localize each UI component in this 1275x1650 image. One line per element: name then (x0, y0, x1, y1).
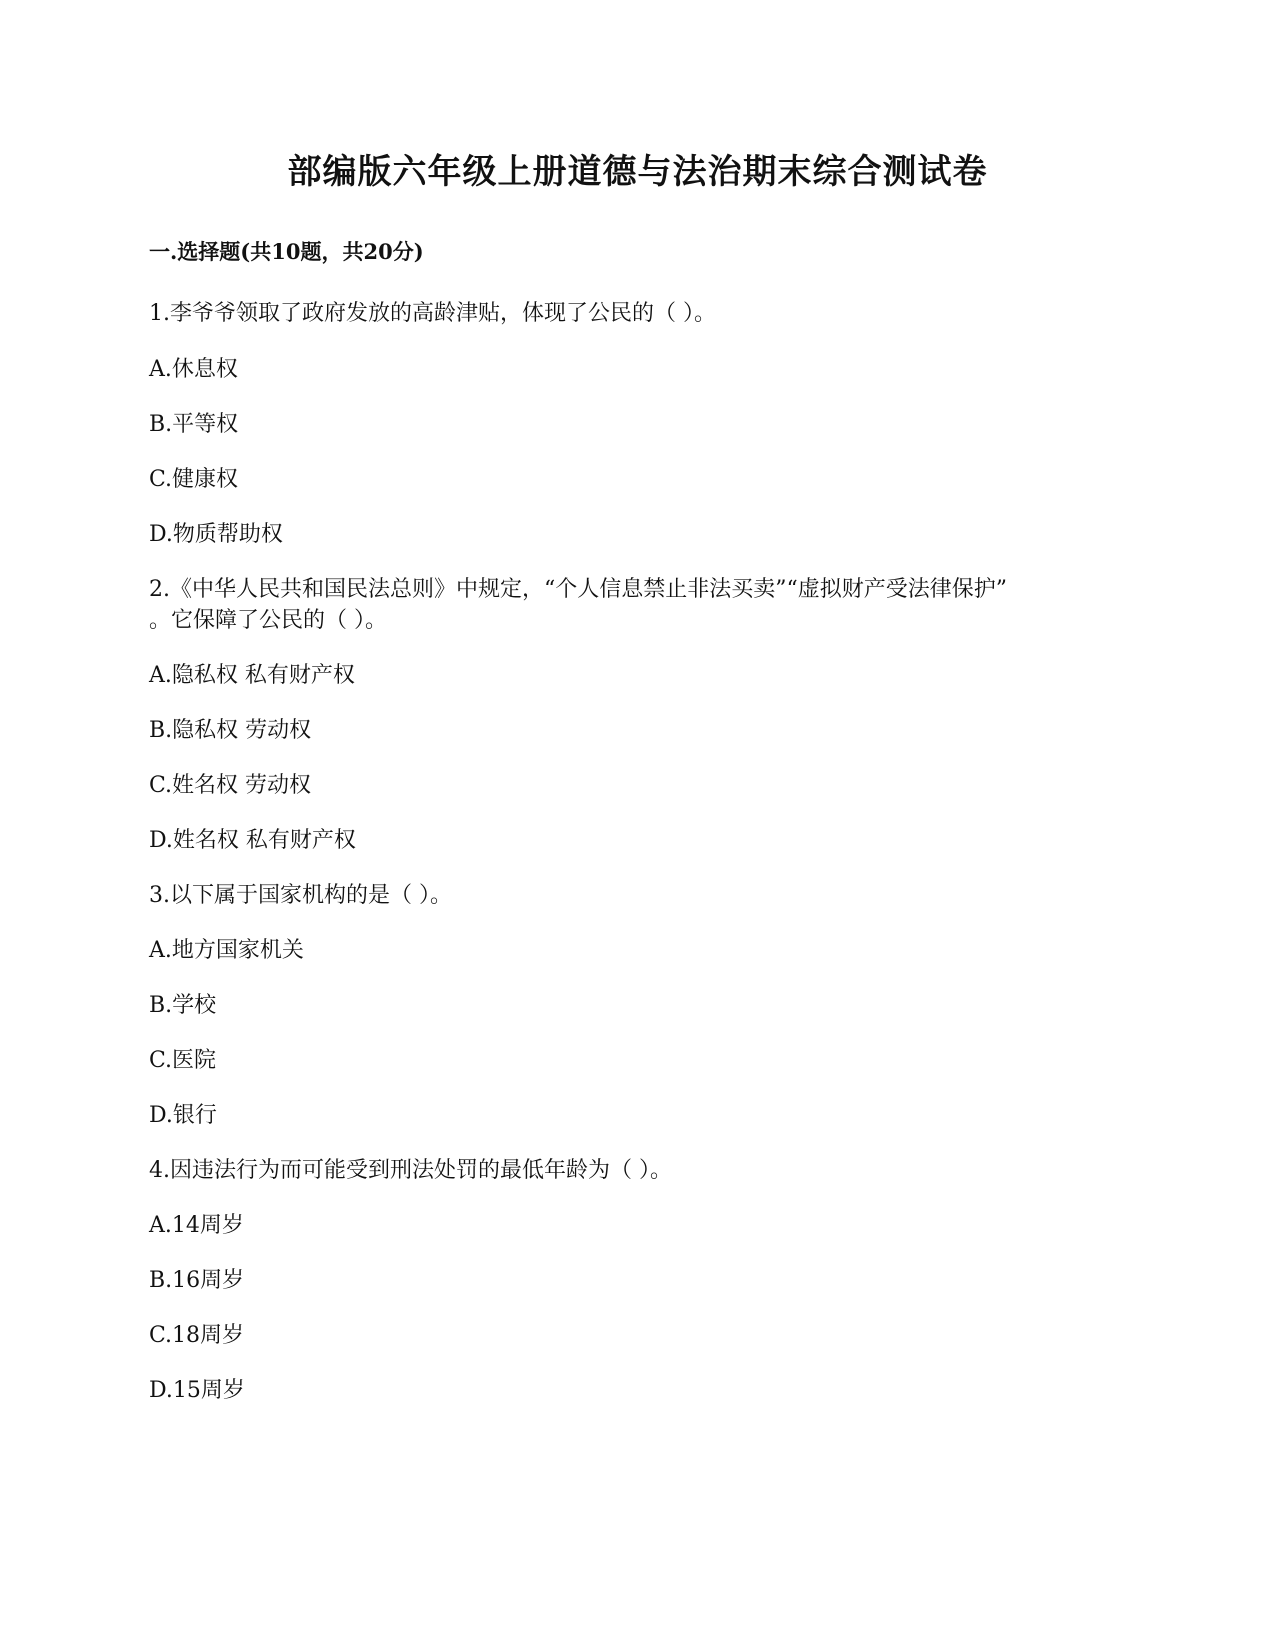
question-2-option-c: C.姓名权 劳动权 (149, 773, 312, 798)
question-2-stem-continuation: 。它保障了公民的（ ）。 (149, 608, 387, 633)
question-1-option-d: D.物质帮助权 (149, 522, 283, 547)
question-1-option-b: B.平等权 (149, 412, 239, 437)
question-2-stem: 2.《中华人民共和国民法总则》中规定，“个人信息禁止非法买卖”“虚拟财产受法律保护” (149, 577, 1007, 602)
question-4-option-c: C.18周岁 (149, 1323, 245, 1348)
question-1-stem: 1.李爷爷领取了政府发放的高龄津贴，体现了公民的（ ）。 (149, 301, 716, 326)
question-2-option-a: A.隐私权 私有财产权 (149, 663, 355, 688)
question-1-option-a: A.休息权 (149, 357, 238, 382)
question-3-option-d: D.银行 (149, 1103, 217, 1128)
question-3-option-a: A.地方国家机关 (149, 938, 304, 963)
question-1-option-c: C.健康权 (149, 467, 239, 492)
question-4-option-b: B.16周岁 (149, 1268, 245, 1293)
question-2-option-b: B.隐私权 劳动权 (149, 718, 312, 743)
section-heading: 一.选择题(共10题，共20分) (149, 239, 424, 264)
document-title: 部编版六年级上册道德与法治期末综合测试卷 (287, 152, 988, 192)
question-4-option-a: A.14周岁 (149, 1213, 244, 1238)
question-3-option-c: C.医院 (149, 1048, 217, 1073)
question-4-stem: 4.因违法行为而可能受到刑法处罚的最低年龄为（ ）。 (149, 1158, 672, 1183)
question-4-option-d: D.15周岁 (149, 1378, 245, 1403)
question-2-option-d: D.姓名权 私有财产权 (149, 828, 356, 853)
question-3-stem: 3.以下属于国家机构的是（ ）。 (149, 883, 452, 908)
question-3-option-b: B.学校 (149, 993, 217, 1018)
